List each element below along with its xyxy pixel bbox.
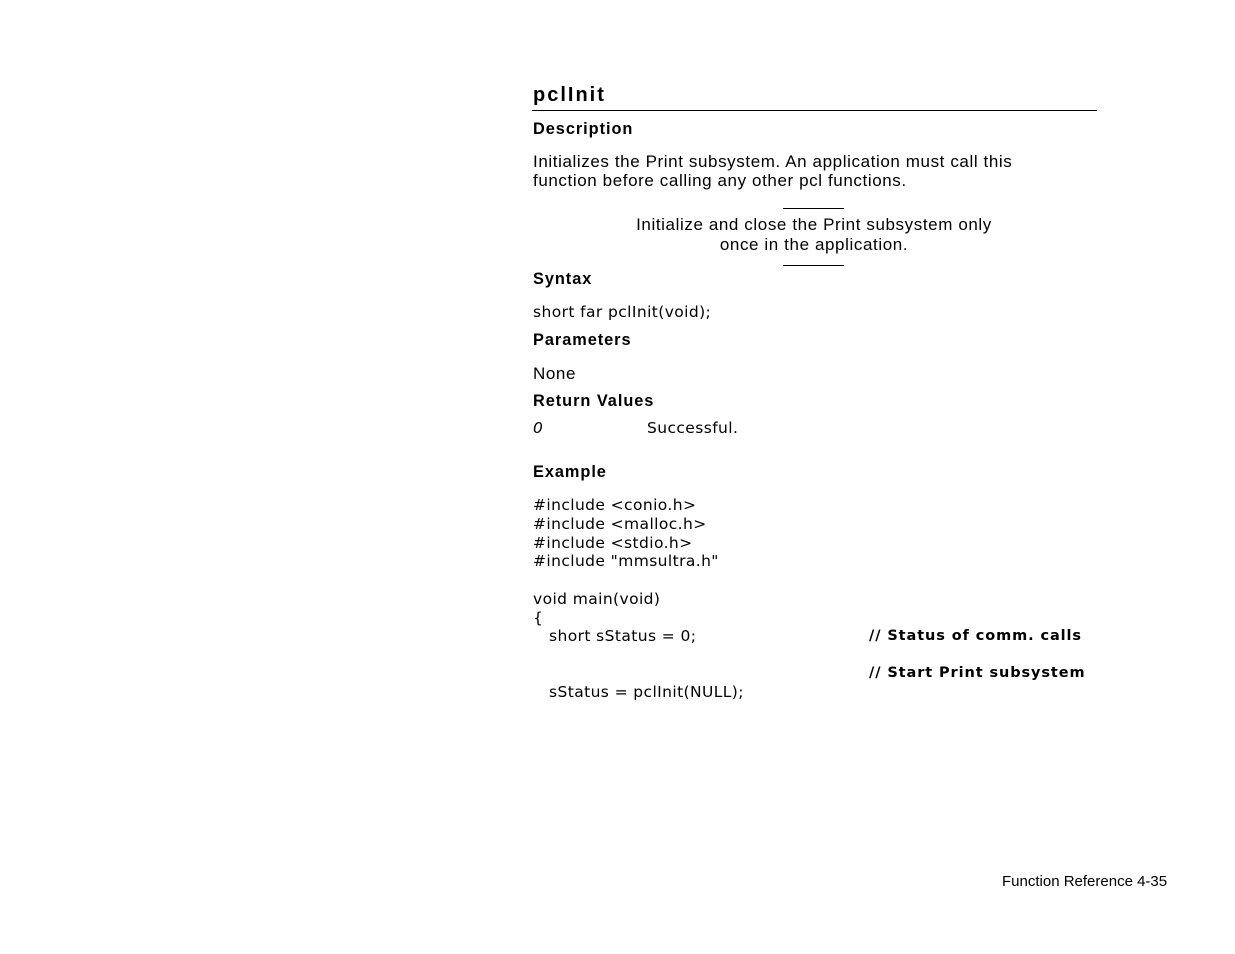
include-line-4: #include "mmsultra.h"	[533, 552, 719, 570]
return-value-meaning: Successful.	[647, 419, 739, 437]
open-brace: {	[533, 609, 544, 627]
title-underline	[532, 110, 1097, 111]
parameters-heading: Parameters	[533, 330, 632, 349]
code-statement-1: short sStatus = 0;	[549, 627, 697, 645]
code-statement-2: sStatus = pclInit(NULL);	[549, 683, 744, 701]
syntax-heading: Syntax	[533, 269, 593, 288]
include-line-3: #include <stdio.h>	[533, 534, 693, 552]
note-rule-top	[783, 208, 844, 209]
code-comment-1: // Status of comm. calls	[869, 628, 1082, 644]
function-title: pclInit	[533, 84, 606, 106]
return-values-heading: Return Values	[533, 391, 655, 410]
note-line-2: once in the application.	[719, 235, 909, 254]
description-line-2: function before calling any other pcl functions.	[533, 171, 907, 190]
note-rule-bottom	[783, 265, 844, 266]
page-footer: Function Reference 4-35	[1002, 873, 1168, 890]
main-declaration: void main(void)	[533, 590, 661, 608]
description-heading: Description	[533, 119, 634, 138]
code-comment-2: // Start Print subsystem	[869, 665, 1086, 681]
include-line-1: #include <conio.h>	[533, 496, 697, 514]
note-line-1: Initialize and close the Print subsystem only	[636, 215, 992, 234]
return-value: 0	[533, 419, 544, 437]
example-heading: Example	[533, 462, 607, 481]
syntax-code: short far pclInit(void);	[533, 303, 712, 321]
parameters-text: None	[533, 364, 577, 383]
description-line-1: Initializes the Print subsystem. An application must call this	[533, 152, 1013, 171]
include-line-2: #include <malloc.h>	[533, 515, 707, 533]
